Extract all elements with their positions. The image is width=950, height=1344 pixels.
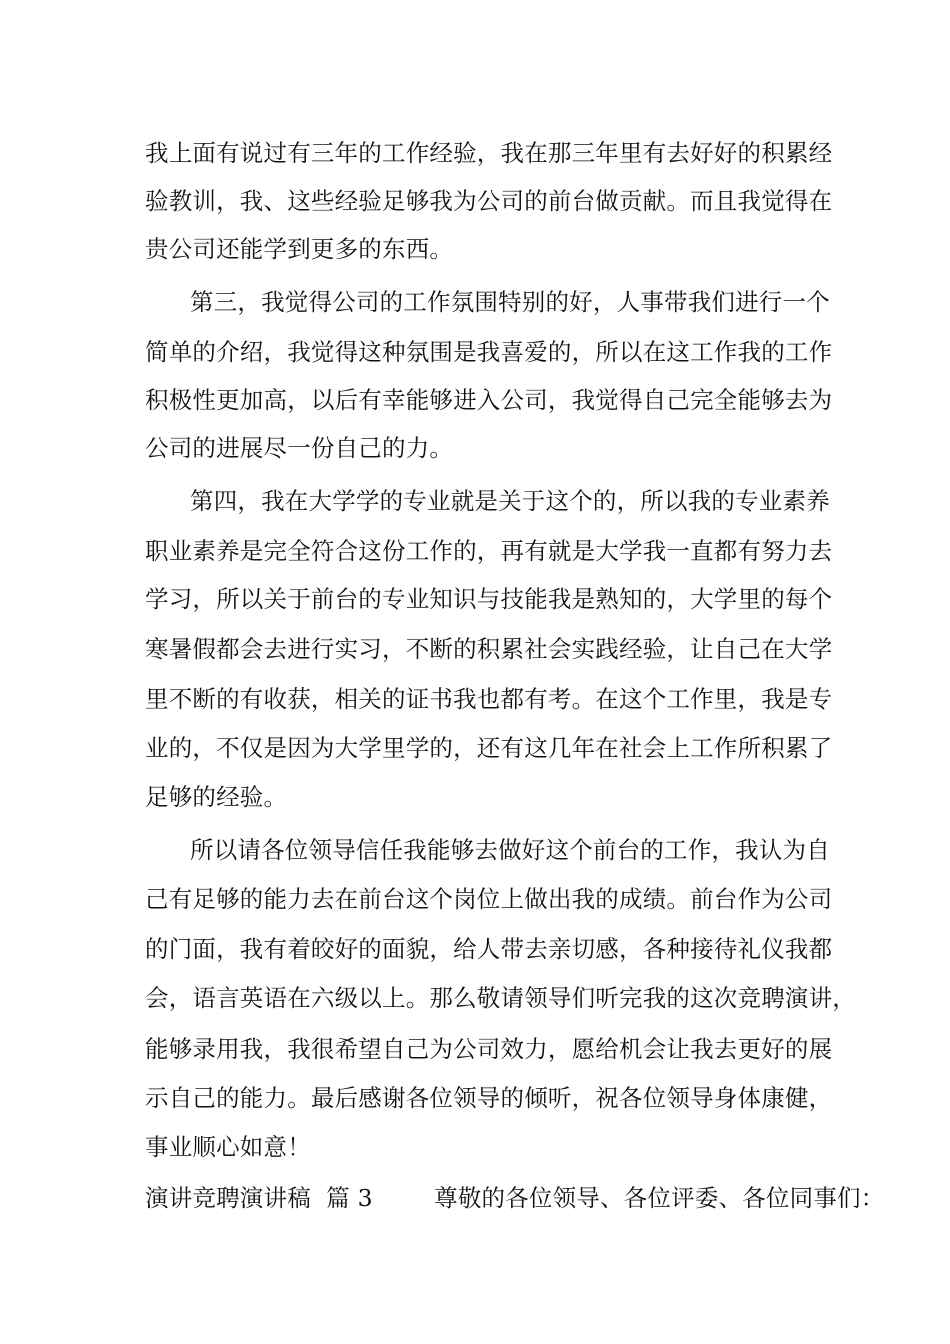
text-line: 贵公司还能学到更多的东西。	[145, 235, 454, 263]
text-line: 职业素养是完全符合这份工作的，再有就是大学我一直都有努力去	[145, 537, 833, 565]
text-line: 足够的经验。	[145, 783, 288, 811]
text-line: 的门面，我有着皎好的面貌，给人带去亲切感，各种接待礼仪我都	[145, 935, 833, 963]
paragraph-first-line: 第三，我觉得公司的工作氛围特别的好，人事带我们进行一个	[190, 288, 830, 316]
text-line: 会，语言英语在六级以上。那么敬请领导们听完我的这次竞聘演讲，	[145, 984, 856, 1012]
text-line: 学习，所以关于前台的专业知识与技能我是熟知的，大学里的每个	[145, 585, 833, 613]
text-line: 简单的介绍，我觉得这种氛围是我喜爱的，所以在这工作我的工作	[145, 338, 833, 366]
text-line: 能够录用我，我很希望自己为公司效力，愿给机会让我去更好的展	[145, 1035, 833, 1063]
text-line: 公司的进展尽一份自己的力。	[145, 434, 454, 462]
section-heading-line: 演讲竞聘演讲稿 篇 3 尊敬的各位领导、各位评委、各位同事们：	[145, 1184, 885, 1212]
text-line: 寒暑假都会去进行实习，不断的积累社会实践经验，让自己在大学	[145, 635, 833, 663]
text-line: 里不断的有收获，相关的证书我也都有考。在这个工作里，我是专	[145, 685, 833, 713]
text-line: 己有足够的能力去在前台这个岗位上做出我的成绩。前台作为公司	[145, 885, 833, 913]
text-line: 事业顺心如意！	[145, 1133, 311, 1161]
paragraph-first-line: 所以请各位领导信任我能够去做好这个前台的工作，我认为自	[190, 836, 830, 864]
text-line: 验教训，我、这些经验足够我为公司的前台做贡献。而且我觉得在	[145, 187, 833, 215]
text-line: 积极性更加高，以后有幸能够进入公司，我觉得自己完全能够去为	[145, 386, 833, 414]
text-line: 业的，不仅是因为大学里学的，还有这几年在社会上工作所积累了	[145, 734, 833, 762]
text-line: 示自己的能力。最后感谢各位领导的倾听，祝各位领导身体康健，	[145, 1084, 833, 1112]
text-line: 我上面有说过有三年的工作经验，我在那三年里有去好好的积累经	[145, 139, 833, 167]
paragraph-first-line: 第四，我在大学学的专业就是关于这个的，所以我的专业素养	[190, 487, 830, 515]
